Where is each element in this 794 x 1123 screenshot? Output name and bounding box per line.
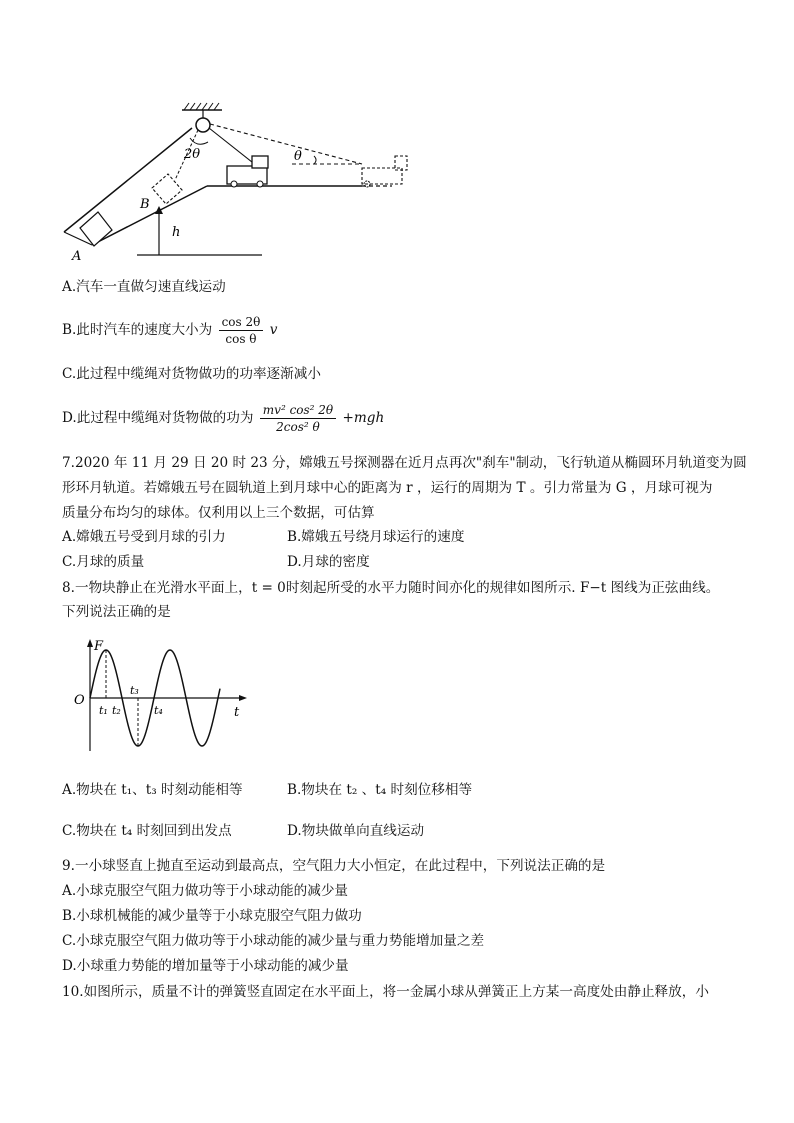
graph-label-O: O: [74, 693, 85, 708]
q9-option-a: A.小球克服空气阻力做功等于小球动能的减少量: [62, 883, 349, 899]
q7-option-d: D.月球的密度: [287, 554, 370, 570]
q9-option-b: B.小球机械能的减少量等于小球克服空气阻力做功: [62, 908, 362, 924]
q6-option-b-suffix: v: [269, 322, 278, 338]
graph-label-t3: t₃: [130, 684, 139, 697]
q6-option-d-fraction: [260, 402, 336, 435]
q9-stem: 9.一小球竖直上抛直至运动到最高点，空气阻力大小恒定，在此过程中，下列说法正确的是: [62, 858, 606, 874]
q6-option-d-suffix: +mgh: [342, 410, 385, 426]
graph-label-t2: t₂: [112, 704, 121, 717]
q7-stem-line3: 质量分布均匀的球体。仅利用以上三个数据，可估算: [62, 505, 375, 521]
q6-option-c: C.此过程中缆绳对货物做功的功率逐渐减小: [62, 366, 321, 382]
pulley-truck-figure: [62, 100, 442, 270]
q6-option-b-fraction: [219, 314, 264, 347]
q7-stem-line1: 7.2020 年 11 月 29 日 20 时 23 分，嫦娥五号探测器在近月点再次"刹车"制动，飞行轨道从椭圆环月轨道变为圆: [62, 455, 747, 471]
label-theta: θ: [294, 149, 302, 164]
q7-option-c: C.月球的质量: [62, 554, 145, 570]
label-A: A: [72, 249, 82, 264]
q6-option-b-denominator: cos θ: [225, 332, 257, 346]
q8-option-d: D.物块做单向直线运动: [287, 823, 425, 839]
force-time-graph: [70, 636, 250, 756]
q6-option-d-numerator: mv² cos² 2θ: [260, 402, 336, 419]
label-2theta: 2θ: [184, 147, 201, 162]
q9-option-d: D.小球重力势能的增加量等于小球动能的减少量: [62, 958, 349, 974]
q8-stem-line1: 8.一物块静止在光滑水平面上，t = 0时刻起所受的水平力随时间亦化的规律如图所示. F−t 图线为正弦曲线。: [62, 580, 720, 596]
q6-option-d: [62, 402, 384, 435]
q7-option-a: A.嫦娥五号受到月球的引力: [62, 529, 226, 545]
q8-option-c: C.物块在 t₄ 时刻回到出发点: [62, 823, 232, 839]
q6-option-b: [62, 314, 277, 347]
q7-stem-line2: 形环月轨道。若嫦娥五号在圆轨道上到月球中心的距离为 r ，运行的周期为 T 。引力常量为 G ，月球可视为: [62, 480, 713, 496]
graph-label-F: F: [94, 639, 104, 654]
q8-stem-line2: 下列说法正确的是: [62, 604, 171, 620]
label-B: B: [140, 197, 150, 212]
q10-stem-line1: 10.如图所示，质量不计的弹簧竖直固定在水平面上，将一金属小球从弹簧正上方某一高度处由静止释放，小: [62, 984, 709, 1000]
graph-label-t: t: [234, 705, 240, 720]
graph-label-t1: t₁: [99, 704, 108, 717]
q6-option-d-prefix: D.此过程中缆绳对货物做的功为: [62, 410, 254, 426]
q8-option-b: B.物块在 t₂ 、t₄ 时刻位移相等: [287, 782, 473, 798]
graph-label-t4: t₄: [154, 704, 163, 717]
label-h: h: [172, 225, 181, 240]
q6-option-b-numerator: cos 2θ: [219, 314, 264, 331]
q6-option-d-denominator: 2cos² θ: [276, 420, 320, 434]
q9-option-c: C.小球克服空气阻力做功等于小球动能的减少量与重力势能增加量之差: [62, 933, 485, 949]
q6-option-b-prefix: B.此时汽车的速度大小为: [62, 322, 213, 338]
q6-option-a: A.汽车一直做匀速直线运动: [62, 279, 226, 295]
q8-option-a: A.物块在 t₁、t₃ 时刻动能相等: [62, 782, 243, 798]
q7-option-b: B.嫦娥五号绕月球运行的速度: [287, 529, 465, 545]
